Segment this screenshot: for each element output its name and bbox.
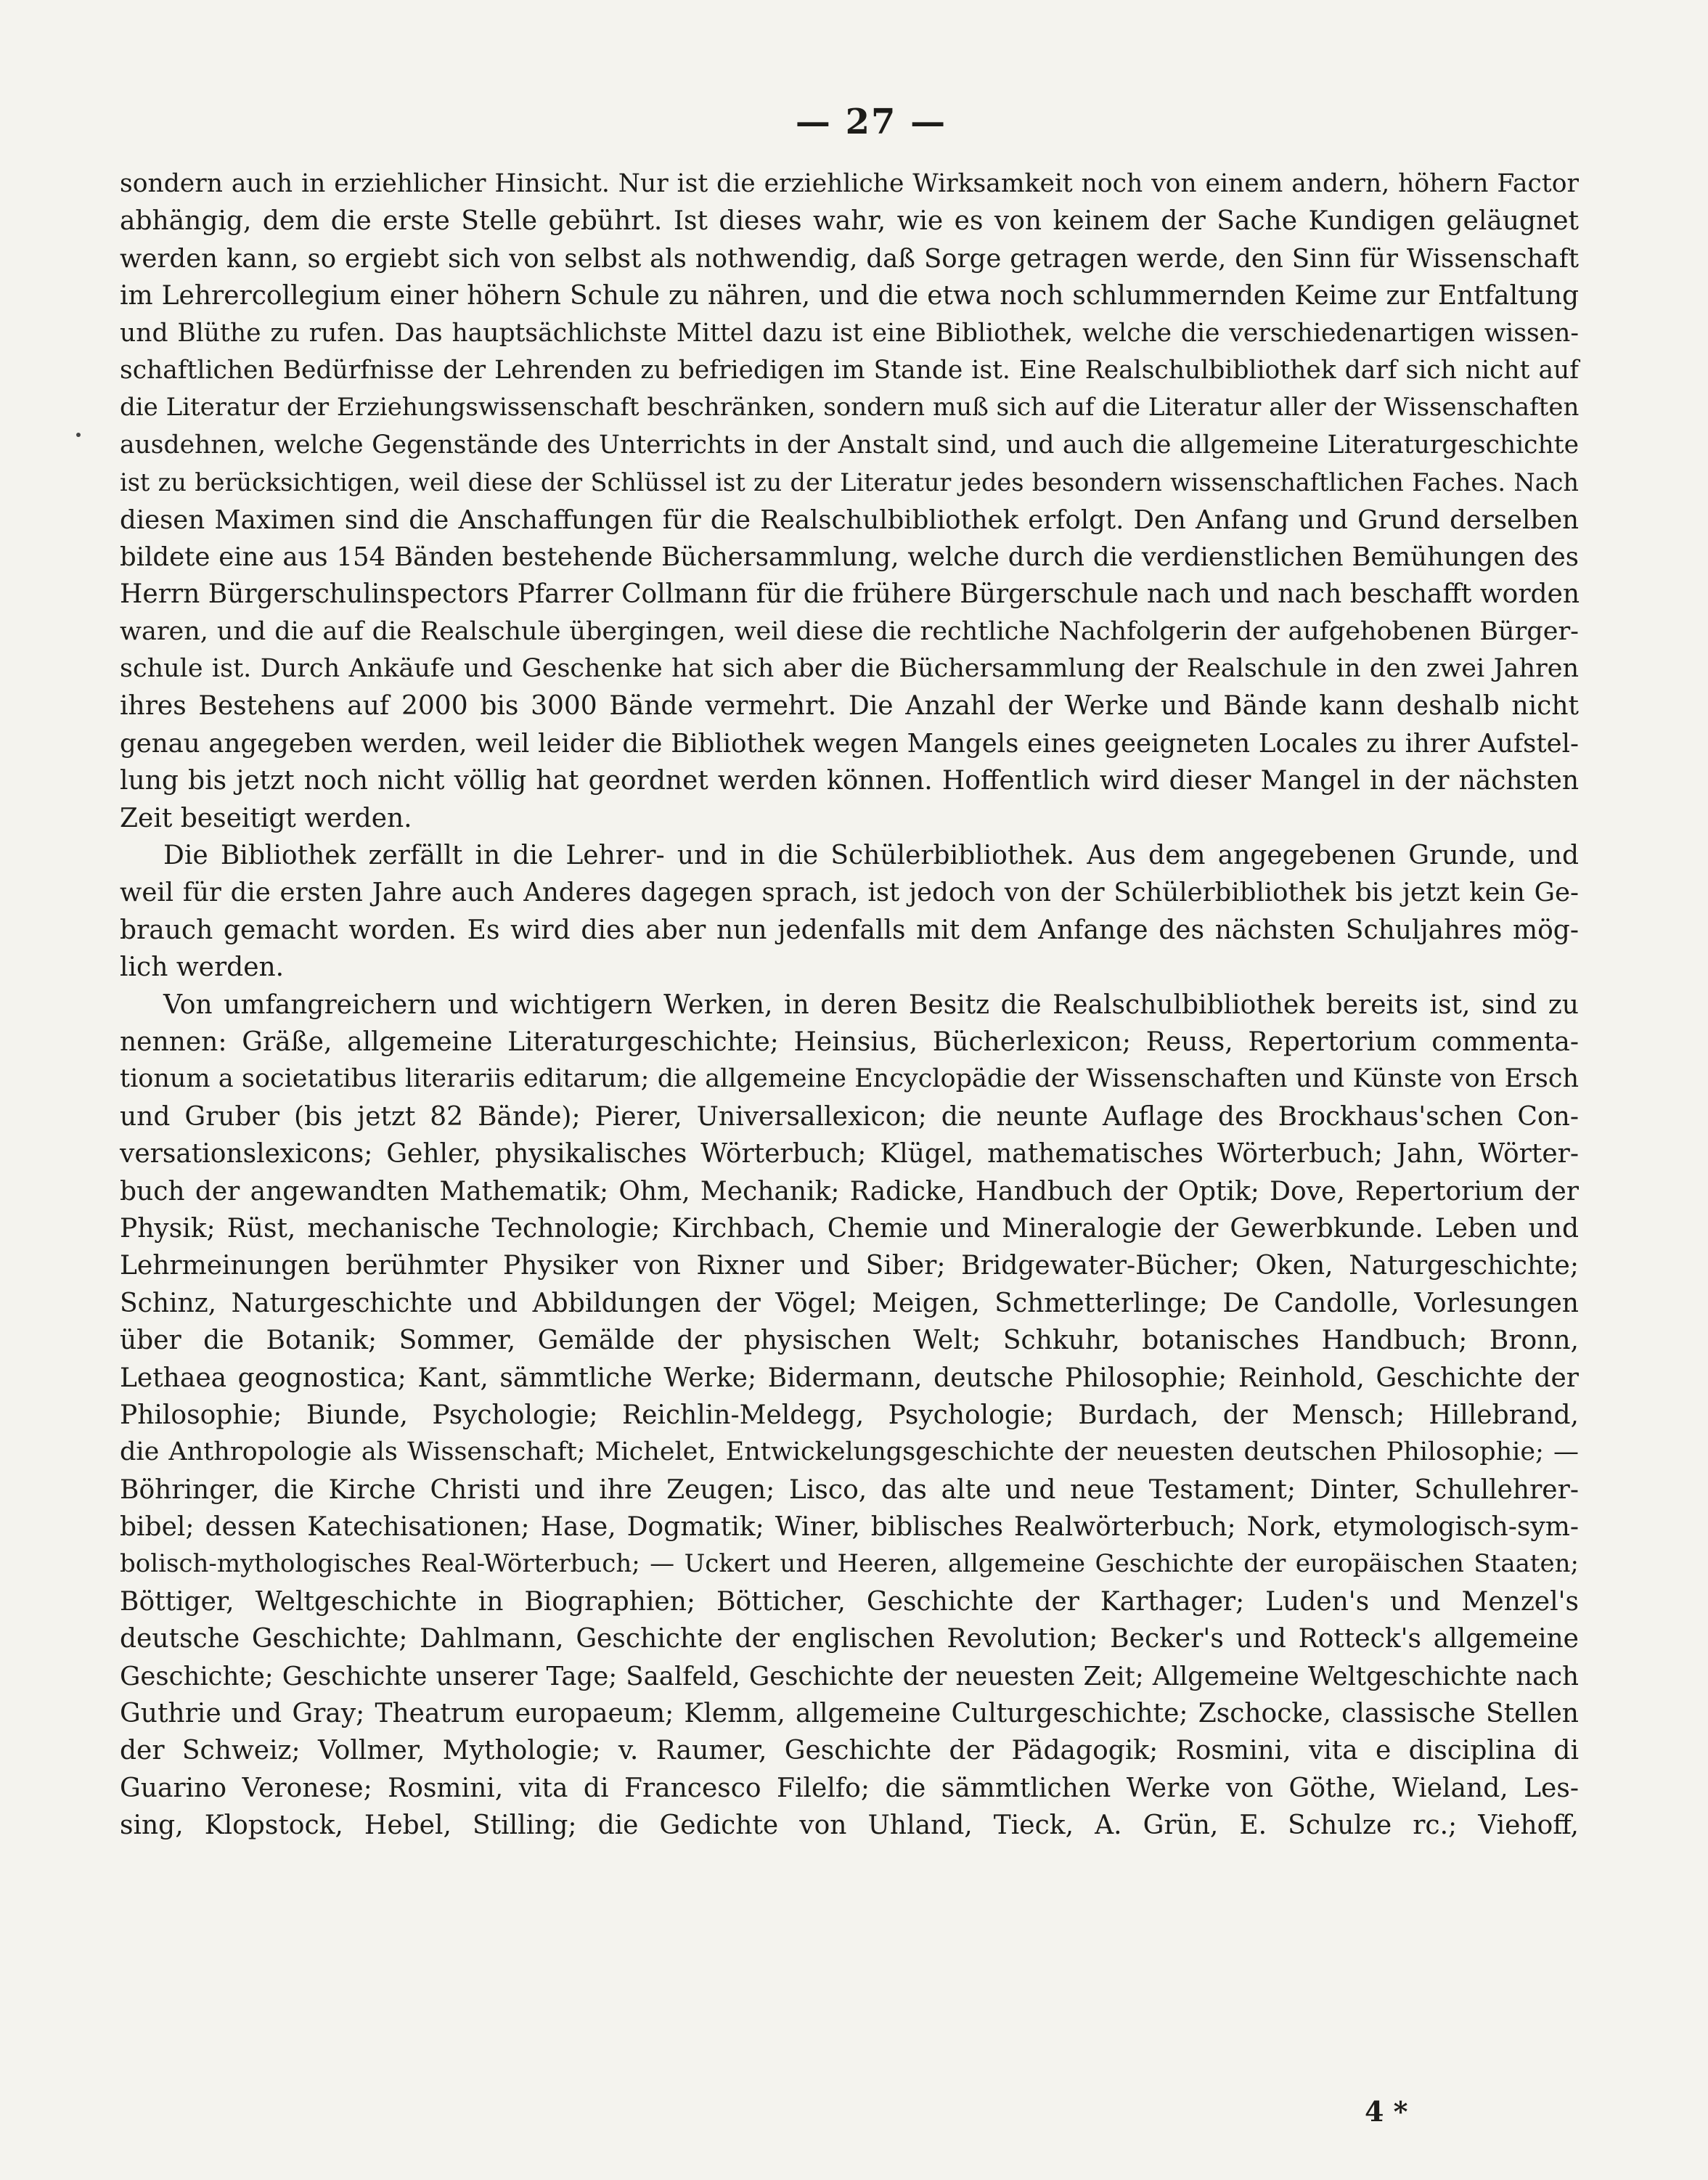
body-text [120,166,1579,2031]
text-line [120,1845,1579,1882]
text-line: tionum a societatibus literariis editarum; die allgemeine Encyclopädie der Wissenschaften und Künste von Ersch [120,1064,1579,1094]
text-line: diesen Maximen sind die Anschaffungen für die Realschulbibliothek erfolgt. Den Anfang und Grund derselben [120,505,1579,535]
text-line: abhängig, dem die erste Stelle gebührt. Ist dieses wahr, wie es von keinem der Sache Kundigen geläugnet [120,206,1579,237]
text-line: bildete eine aus 154 Bänden bestehende Büchersammlung, welche durch die verdienstlichen Bemühungen des [120,542,1579,572]
text-line: sondern auch in erziehlicher Hinsicht. Nur ist die erziehliche Wirksamkeit noch von einem andern, höhern Factor [120,169,1579,198]
text-line: Geschichte; Geschichte unserer Tage; Saalfeld, Geschichte der neuesten Zeit; Allgemeine Weltgeschichte nach [120,1661,1579,1691]
signature-mark: 4 * [1365,2095,1408,2128]
text-line: Physik; Rüst, mechanische Technologie; Kirchbach, Chemie und Mineralogie der Gewerbkunde. Leben und [120,1213,1579,1244]
text-line: und Blüthe zu rufen. Das hauptsächlichste Mittel dazu ist eine Bibliothek, welche die verschiedenartigen wissen- [120,318,1579,348]
text-line: Guarino Veronese; Rosmini, vita di Francesco Filelfo; die sämmtlichen Werke von Göthe, Wieland, Les- [120,1773,1579,1803]
text-line: Zeit beseitigt werden. [120,803,412,833]
text-line: schule ist. Durch Ankäufe und Geschenke hat sich aber die Büchersammlung der Realschule in den zwei Jahren [120,654,1579,684]
text-line [120,1919,1579,1956]
text-line: weil für die ersten Jahre auch Anderes dagegen sprach, ist jedoch von der Schülerbibliothek bis jetzt kein Ge- [120,878,1579,908]
text-line: Guthrie und Gray; Theatrum europaeum; Klemm, allgemeine Culturgeschichte; Zschocke, classische Stellen [120,1699,1579,1729]
text-line: genau angegeben werden, weil leider die Bibliothek wegen Mangels eines geeigneten Locales zu ihrer Aufstel- [120,728,1579,759]
text-line: bolisch-mythologisches Real-Wörterbuch; — Uckert und Heeren, allgemeine Geschichte der europäischen Staaten; [120,1549,1579,1579]
page-number: — 27 — [795,102,947,142]
text-line: bibel; dessen Katechisationen; Hase, Dogmatik; Winer, biblisches Realwörterbuch; Nork, etymologisch-sym- [120,1512,1579,1543]
text-line: im Lehrercollegium einer höhern Schule zu nähren, und die etwa noch schlummernden Keime zur Entfaltung [120,281,1579,311]
text-line: die Literatur der Erziehungswissenschaft beschränken, sondern muß sich auf die Literatur aller der Wissenschaften [120,393,1580,422]
text-line [120,1993,1579,2030]
text-line: ausdehnen, welche Gegenstände des Unterrichts in der Anstalt sind, und auch die allgemeine Literaturgeschichte [120,430,1579,460]
text-line: ihres Bestehens auf 2000 bis 3000 Bände vermehrt. Die Anzahl der Werke und Bände kann deshalb nicht [120,691,1579,722]
text-line: über die Botanik; Sommer, Gemälde der physischen Welt; Schkuhr, botanisches Handbuch; Bronn, [120,1326,1579,1356]
text-line [120,1882,1579,1919]
text-line: Schinz, Naturgeschichte und Abbildungen der Vögel; Meigen, Schmetterlinge; De Candolle, Vorlesungen [120,1288,1579,1318]
text-line: buch der angewandten Mathematik; Ohm, Mechanik; Radicke, Handbuch der Optik; Dove, Repertorium der [120,1176,1579,1207]
text-line: nennen: Gräße, allgemeine Literaturgeschichte; Heinsius, Bücherlexicon; Reuss, Repertorium commenta- [120,1026,1579,1057]
text-line [120,1956,1579,1993]
text-line: Herrn Bürgerschulinspectors Pfarrer Collmann für die frühere Bürgerschule nach und nach beschafft worden [120,579,1580,610]
text-line: Lehrmeinungen berühmter Physiker von Rixner und Siber; Bridgewater-Bücher; Oken, Naturgeschichte; [120,1251,1579,1281]
text-line: und Gruber (bis jetzt 82 Bände); Pierer, Universallexicon; die neunte Auflage des Brockhaus'schen Con- [120,1101,1579,1132]
text-line: Böhringer, die Kirche Christi und ihre Zeugen; Lisco, das alte und neue Testament; Dinter, Schullehrer- [120,1474,1579,1505]
text-line: brauch gemacht worden. Es wird dies aber nun jedenfalls mit dem Anfange des nächsten Schuljahres mög- [120,915,1579,945]
text-line: schaftlichen Bedürfnisse der Lehrenden zu befriedigen im Stande ist. Eine Realschulbibliothek darf sich nicht auf [120,355,1579,385]
text-line: Böttiger, Weltgeschichte in Biographien; Bötticher, Geschichte der Karthager; Luden's und Menzel's [120,1586,1579,1617]
text-line: lung bis jetzt noch nicht völlig hat geordnet werden können. Hoffentlich wird dieser Mangel in der nächsten [120,766,1579,796]
text-line: waren, und die auf die Realschule übergingen, weil diese die rechtliche Nachfolgerin der aufgehobenen Bürger- [120,616,1579,646]
text-line: Von umfangreichern und wichtigern Werken, in deren Besitz die Realschulbibliothek bereits ist, sind zu [163,989,1579,1020]
text-line: versationslexicons; Gehler, physikalisches Wörterbuch; Klügel, mathematisches Wörterbuch; Jahn, Wörter- [120,1139,1579,1169]
margin-mark [76,433,81,437]
text-line: ist zu berücksichtigen, weil diese der Schlüssel ist zu der Literatur jedes besondern wissenschaftlichen Faches. Nach [120,468,1579,497]
text-line: Die Bibliothek zerfällt in die Lehrer- und in die Schülerbibliothek. Aus dem angegebenen Grunde, und [163,841,1579,871]
text-line: der Schweiz; Vollmer, Mythologie; v. Raumer, Geschichte der Pädagogik; Rosmini, vita e disciplina di [120,1736,1579,1766]
text-line: deutsche Geschichte; Dahlmann, Geschichte der englischen Revolution; Becker's und Rotteck's allgemeine [120,1624,1579,1654]
text-line: Lethaea geognostica; Kant, sämmtliche Werke; Bidermann, deutsche Philosophie; Reinhold, Geschichte der [120,1363,1579,1393]
text-line: werden kann, so ergiebt sich von selbst als nothwendig, daß Sorge getragen werde, den Sinn für Wissenschaft [120,243,1579,274]
text-line: lich werden. [120,952,285,983]
text-line: Philosophie; Biunde, Psychologie; Reichlin-Meldegg, Psychologie; Burdach, der Mensch; Hillebrand, [120,1400,1579,1430]
text-line: sing, Klopstock, Hebel, Stilling; die Gedichte von Uhland, Tieck, A. Grün, E. Schulze rc.; Viehoff, [120,1810,1579,1841]
text-line: die Anthropologie als Wissenschaft; Michelet, Entwickelungsgeschichte der neuesten deutschen Philosophie; — [120,1437,1579,1467]
